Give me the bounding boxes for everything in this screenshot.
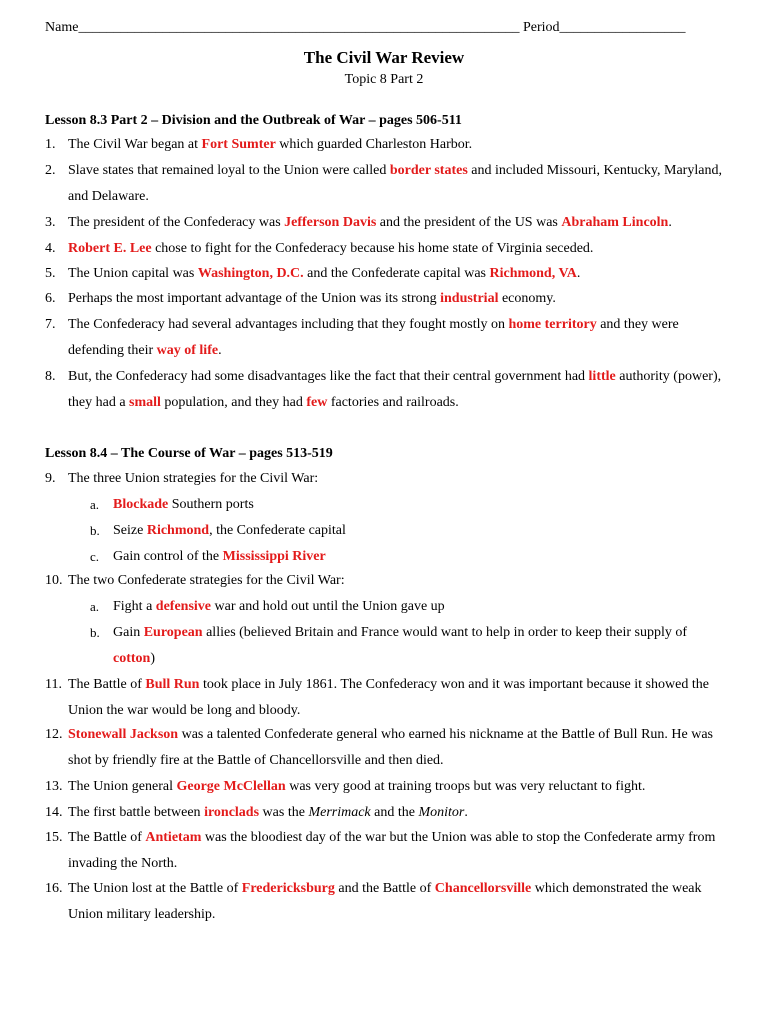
question-number: 7. xyxy=(45,317,56,332)
question-text: authority (power), they had a xyxy=(68,369,722,410)
question-text: . xyxy=(668,215,672,230)
question-12 xyxy=(45,722,725,774)
period-blank[interactable]: __________________ xyxy=(559,20,686,35)
question-15 xyxy=(45,825,725,877)
answer: George McClellan xyxy=(176,779,286,794)
question-text: The three Union strategies for the Civil War: xyxy=(68,471,319,486)
answer: Bull Run xyxy=(145,677,200,692)
page-title: The Civil War Review xyxy=(303,48,465,67)
question-3 xyxy=(45,210,725,236)
question-text: The Union general xyxy=(68,779,177,794)
question-10 xyxy=(45,568,725,594)
question-10b xyxy=(90,620,720,672)
question-text: which demonstrated the weak Union military leadership. xyxy=(68,881,702,922)
question-text: and the Confederate capital was xyxy=(303,266,490,281)
answer: Stonewall Jackson xyxy=(68,727,179,742)
question-number: 9. xyxy=(45,471,56,486)
question-text: and included Missouri, Kentucky, Maryland, and Delaware. xyxy=(68,163,722,204)
sub-letter: a. xyxy=(90,599,100,614)
sub-text: Gain xyxy=(113,625,144,640)
question-text: Perhaps the most important advantage of the Union was its strong xyxy=(68,291,441,306)
ship-name: Merrimack xyxy=(308,805,371,820)
period-label: Period xyxy=(522,20,560,35)
question-text: was the bloodiest day of the war but the Union was able to stop the Confederate army from invading the North. xyxy=(68,830,716,871)
answer: European xyxy=(143,625,203,640)
question-8 xyxy=(45,364,725,416)
sub-letter: b. xyxy=(90,625,100,640)
answer: cotton xyxy=(113,651,151,666)
answer: Fredericksburg xyxy=(241,881,335,896)
answer: Richmond xyxy=(146,523,210,538)
question-number: 8. xyxy=(45,369,56,384)
question-text: The Union capital was xyxy=(68,266,198,281)
question-text: which guarded Charleston Harbor. xyxy=(275,137,473,152)
question-text: Slave states that remained loyal to the Union were called xyxy=(68,163,390,178)
question-6 xyxy=(45,286,725,312)
question-text: and the Battle of xyxy=(334,881,435,896)
answer: Richmond, VA xyxy=(489,266,577,281)
sub-text: war and hold out until the Union gave up xyxy=(211,599,445,614)
sub-text: , the Confederate capital xyxy=(209,523,346,538)
question-14 xyxy=(45,800,725,826)
answer: few xyxy=(306,395,328,410)
answer: way of life xyxy=(156,343,219,358)
lesson-heading-8-3: Lesson 8.3 Part 2 – Division and the Outbreak of War – pages 506-511 xyxy=(45,113,462,128)
question-number: 11. xyxy=(45,677,62,692)
question-number: 16. xyxy=(45,881,63,896)
question-text: The Civil War began at xyxy=(68,137,202,152)
answer: Mississippi River xyxy=(222,549,326,564)
question-number: 14. xyxy=(45,805,63,820)
question-text: The president of the Confederacy was xyxy=(68,215,285,230)
question-text: The Union lost at the Battle of xyxy=(68,881,242,896)
question-9b xyxy=(90,518,720,544)
answer: home territory xyxy=(508,317,597,332)
question-text: was the xyxy=(259,805,309,820)
answer: Robert E. Lee xyxy=(68,241,152,256)
question-text: and they were defending their xyxy=(68,317,679,358)
sub-text: Gain control of the xyxy=(113,549,223,564)
question-number: 12. xyxy=(45,727,63,742)
question-number: 6. xyxy=(45,291,56,306)
answer: Antietam xyxy=(145,830,202,845)
sub-text: Seize xyxy=(113,523,147,538)
question-number: 5. xyxy=(45,266,56,281)
question-number: 10. xyxy=(45,573,63,588)
question-number: 1. xyxy=(45,137,56,152)
question-text: But, the Confederacy had some disadvantages like the fact that their central government had xyxy=(68,369,589,384)
ship-name: Monitor xyxy=(418,805,465,820)
question-text: population, and they had xyxy=(160,395,307,410)
question-text: The Confederacy had several advantages including that they fought mostly on xyxy=(68,317,509,332)
question-text: The Battle of xyxy=(68,677,146,692)
answer: Blockade xyxy=(113,497,169,512)
question-16 xyxy=(45,876,725,928)
question-text: and the president of the US was xyxy=(376,215,562,230)
question-text: The Battle of xyxy=(68,830,146,845)
question-13 xyxy=(45,774,725,800)
question-9a xyxy=(90,492,720,518)
answer: border states xyxy=(389,163,468,178)
question-text: factories and railroads. xyxy=(327,395,459,410)
question-text: took place in July 1861. The Confederacy won and it was important because it showed the Union the war would be long and bloody. xyxy=(68,677,709,718)
question-11 xyxy=(45,672,725,724)
sub-letter: a. xyxy=(90,497,100,512)
question-text: . xyxy=(218,343,222,358)
name-blank[interactable]: _______________________________________________________________ xyxy=(78,20,520,35)
question-number: 13. xyxy=(45,779,63,794)
question-number: 15. xyxy=(45,830,63,845)
answer: Washington, D.C. xyxy=(197,266,304,281)
page-subtitle: Topic 8 Part 2 xyxy=(344,72,424,87)
answer: Abraham Lincoln xyxy=(561,215,669,230)
name-label: Name xyxy=(45,20,79,35)
sub-text: Fight a xyxy=(113,599,156,614)
question-text: and the xyxy=(370,805,419,820)
sub-text: Southern ports xyxy=(168,497,254,512)
question-text: . xyxy=(464,805,468,820)
question-9c xyxy=(90,544,720,570)
name-period-line xyxy=(45,19,725,37)
sub-letter: c. xyxy=(90,549,100,564)
question-text: . xyxy=(576,266,581,281)
question-number: 4. xyxy=(45,241,56,256)
answer: small xyxy=(129,395,161,410)
answer: Chancellorsville xyxy=(434,881,532,896)
sub-text: allies (believed Britain and France would want to help in order to keep their supply of xyxy=(202,625,688,640)
answer: Fort Sumter xyxy=(201,137,276,152)
question-2 xyxy=(45,158,725,210)
answer: industrial xyxy=(440,291,499,306)
question-text: The first battle between xyxy=(68,805,205,820)
lesson-heading-8-4: Lesson 8.4 – The Course of War – pages 513-519 xyxy=(45,446,333,461)
question-4 xyxy=(45,236,725,262)
sub-text: ) xyxy=(150,651,155,666)
question-10a xyxy=(90,594,720,620)
question-number: 3. xyxy=(45,215,56,230)
question-1 xyxy=(45,132,725,158)
sub-letter: b. xyxy=(90,523,100,538)
question-text: was very good at training troops but was very reluctant to fight. xyxy=(285,779,646,794)
question-number: 2. xyxy=(45,163,56,178)
question-text: economy. xyxy=(498,291,556,306)
answer: ironclads xyxy=(204,805,260,820)
question-text: chose to fight for the Confederacy because his home state of Virginia seceded. xyxy=(151,241,594,256)
answer: defensive xyxy=(155,599,211,614)
question-5 xyxy=(45,261,725,287)
question-text: The two Confederate strategies for the Civil War: xyxy=(68,573,345,588)
question-7 xyxy=(45,312,725,364)
question-9 xyxy=(45,466,725,492)
question-text: was a talented Confederate general who earned his nickname at the Battle of Bull Run. He was shot by friendly fire at the Battle of Chancellorsville and then died. xyxy=(68,727,714,768)
answer: little xyxy=(588,369,616,384)
answer: Jefferson Davis xyxy=(284,215,377,230)
